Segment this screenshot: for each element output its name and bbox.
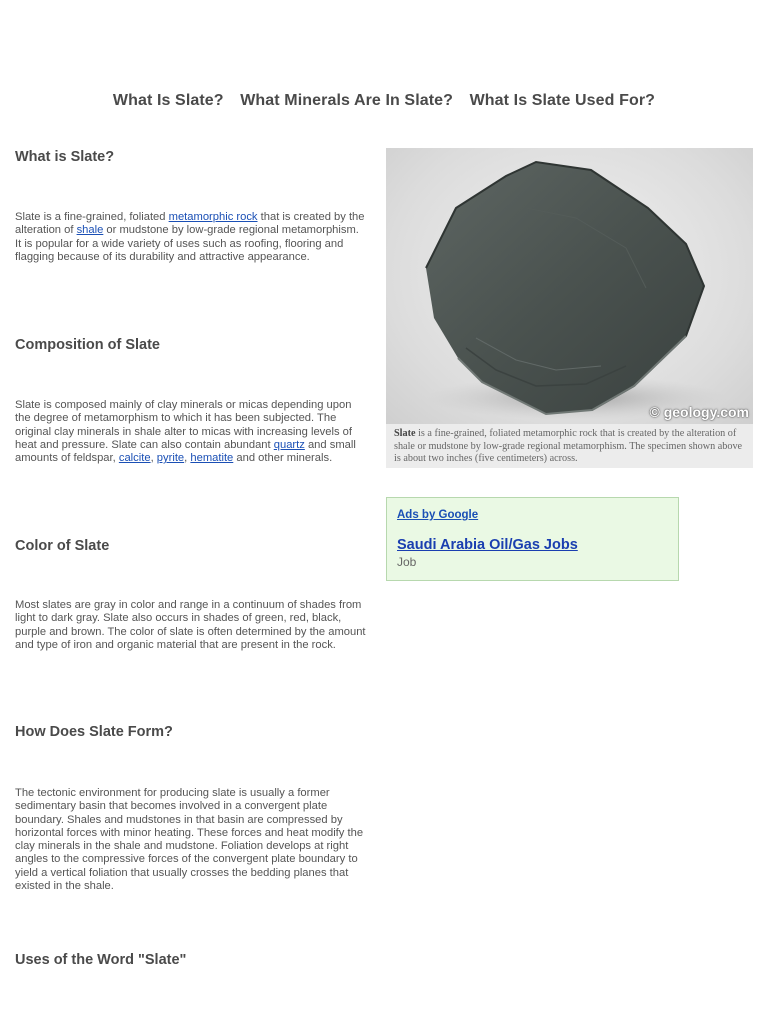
paragraph-what-is-slate: Slate is a fine-grained, foliated metamorphic rock that is created by the alteration of shale or mudstone by low-grade regional metamorphism. It is popular for a wide variety of uses such as roofing, flooring and flagging because of its durability and attractive appearance.	[15, 211, 365, 263]
heading-what-is-slate: What is Slate?	[15, 149, 115, 165]
page-title-part-2: What Minerals Are In Slate?	[240, 92, 454, 109]
heading-composition: Composition of Slate	[15, 337, 160, 353]
link-quartz[interactable]: quartz	[273, 438, 305, 451]
slate-figure	[386, 148, 753, 468]
heading-uses-word: Uses of the Word "Slate"	[15, 952, 187, 968]
link-pyrite[interactable]: pyrite	[156, 452, 185, 465]
slate-rock-image	[386, 148, 753, 424]
paragraph-color: Most slates are gray in color and range in a continuum of shades from light to dark gray. Slate also occurs in shades of green, red, black, purple and brown. The color of slate is often determined by the amount and type of iron and organic material that are present in the rock.	[15, 599, 366, 651]
page-title-part-3: What Is Slate Used For?	[469, 92, 656, 109]
link-metamorphic-rock[interactable]: metamorphic rock	[168, 211, 258, 223]
ad-title-link[interactable]: Saudi Arabia Oil/Gas Jobs	[397, 537, 578, 553]
paragraph-composition: Slate is composed mainly of clay minerals or micas depending upon the degree of metamorphism to which it has been subjected. The original clay minerals in shale alter to micas with increasing levels of heat and pressure. Slate can also contain abundant quartz and small amounts of feldspar, calcite, pyrite, hematite and other minerals.	[15, 399, 356, 465]
heading-formation: How Does Slate Form?	[15, 724, 173, 740]
figure-caption: Slate is a fine-grained, foliated metamorphic rock that is created by the alteration of shale or mudstone by low-grade regional metamorphism. The specimen shown above is about two inches (five centimeters) across.	[394, 428, 743, 465]
page-title-part-1: What Is Slate?	[112, 92, 224, 109]
heading-color: Color of Slate	[15, 538, 110, 554]
page-title	[0, 92, 768, 110]
link-shale[interactable]: shale	[76, 224, 104, 237]
photo-watermark: © geology.com	[649, 404, 749, 420]
ad-subtitle: Job	[397, 555, 417, 569]
paragraph-formation: The tectonic environment for producing slate is usually a former sedimentary basin that becomes involved in a convergent plate boundary. Shales and mudstones in that basin are compressed by horizontal forces with minor heating. These forces and heat modify the clay minerals in the shale and mudstone. Foliation develops at right angles to the compressive forces of the convergent plate boundary to yield a vertical foliation that usually crosses the bedding planes that existed in the shale.	[15, 787, 364, 893]
google-ad-box	[386, 497, 679, 581]
link-calcite[interactable]: calcite	[118, 452, 151, 465]
slate-photo	[386, 148, 753, 424]
link-hematite[interactable]: hematite	[190, 452, 234, 465]
ads-by-google-link[interactable]: Ads by Google	[397, 509, 479, 521]
